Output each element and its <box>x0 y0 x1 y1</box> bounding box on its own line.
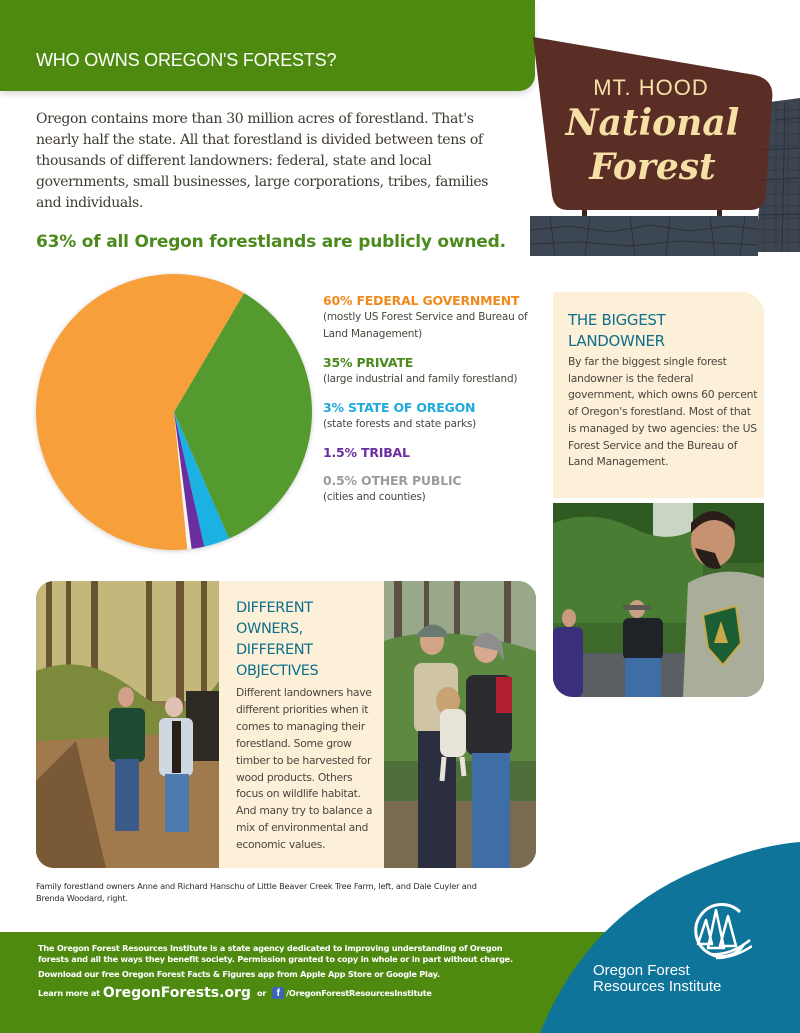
forest-service-photo <box>553 503 764 697</box>
sign-text-mt-hood: MT. HOOD <box>593 75 709 100</box>
footer-about-text: The Oregon Forest Resources Institute is a state agency dedicated to improving understanding of Oregon forests and all the ways they benefit society. Permission granted to copy in whole or in part without charge. <box>38 943 513 964</box>
biggest-landowner-panel <box>553 292 764 498</box>
legend-label: 60% FEDERAL GOVERNMENT <box>323 293 520 308</box>
legend-sublabel: (mostly US Forest Service and Bureau of Land Management) <box>323 311 528 340</box>
footer-blue-swoosh <box>530 830 800 1033</box>
ownership-pie-chart <box>20 270 330 560</box>
hanschu-family-photo-illustration <box>36 581 219 868</box>
biggest-landowner-title: THE BIGGEST LANDOWNER <box>568 311 666 350</box>
page-title: WHO OWNS OREGON'S FORESTS? <box>36 50 337 70</box>
footer-learn-more <box>38 985 518 1001</box>
legend-item-state <box>323 399 543 433</box>
legend-item-tribal <box>323 444 543 461</box>
legend-sublabel: (large industrial and family forestland) <box>323 373 518 385</box>
mt-hood-sign-photo <box>530 20 800 270</box>
hanschu-family-photo <box>36 581 219 868</box>
orfi-logo-line2: Resources Institute <box>593 978 722 995</box>
sign-illustration <box>530 20 800 270</box>
cuyler-woodard-photo-illustration <box>384 581 536 868</box>
legend-item-other-public <box>323 472 543 506</box>
different-owners-title: DIFFERENT OWNERS, DIFFERENT OBJECTIVES <box>236 600 319 679</box>
different-owners-body: Different landowners have different priorities when it comes to managing their forestland. Some grow timber to be harvested for wood products. Others focus on wildlife habitat. And many try to balance a mix of environmental and economic values. <box>236 686 373 852</box>
legend-sublabel: (state forests and state parks) <box>323 418 476 430</box>
biggest-landowner-body: By far the biggest single forest landowner is the federal government, which owns 60 percent of Oregon's forestland. Most of that is managed by two agencies: the US Forest Service and the Bureau of Land Management. <box>568 355 758 469</box>
header-bar <box>0 0 535 91</box>
orfi-logo-line1: Oregon Forest <box>593 962 690 979</box>
cuyler-woodard-photo <box>384 581 536 868</box>
facebook-icon[interactable]: f <box>272 987 284 999</box>
different-owners-feature <box>36 581 536 868</box>
legend-item-federal <box>323 292 543 343</box>
or-text: or <box>256 988 267 998</box>
headline: 63% of all Oregon forestlands are publicly owned. <box>36 232 506 252</box>
photo-caption: Family forestland owners Anne and Richard Hanschu of Little Beaver Creek Tree Farm, left, and Dale Cuyler and Brenda Woodard, right. <box>36 881 477 903</box>
legend-label: 1.5% TRIBAL <box>323 445 410 460</box>
footer-app-text: Download our free Oregon Forest Facts & Figures app from Apple App Store or Google Play. <box>38 969 440 979</box>
legend-sublabel: (cities and counties) <box>323 491 426 503</box>
sign-text-national: National <box>565 102 740 144</box>
learn-more-prefix: Learn more at <box>38 988 100 998</box>
legend-label: 0.5% OTHER PUBLIC <box>323 473 462 488</box>
orfi-logo-text <box>593 963 793 995</box>
facebook-link[interactable]: /OregonForestResourcesInstitute <box>286 988 432 998</box>
website-link[interactable]: OregonForests.org <box>102 985 251 1001</box>
pie-legend <box>323 292 543 517</box>
legend-item-private <box>323 354 543 388</box>
sign-text-forest: Forest <box>589 146 716 188</box>
legend-label: 3% STATE OF OREGON <box>323 400 476 415</box>
legend-label: 35% PRIVATE <box>323 355 414 370</box>
intro-paragraph: Oregon contains more than 30 million acres of forestland. That's nearly half the state. All that forestland is divided between tens of thousands of different landowners: federal, state and local governments, small businesses, large corporations, tribes, families and individuals. <box>36 111 489 211</box>
forest-service-photo-illustration <box>553 503 764 697</box>
orfi-tree-logo-icon <box>690 900 752 962</box>
